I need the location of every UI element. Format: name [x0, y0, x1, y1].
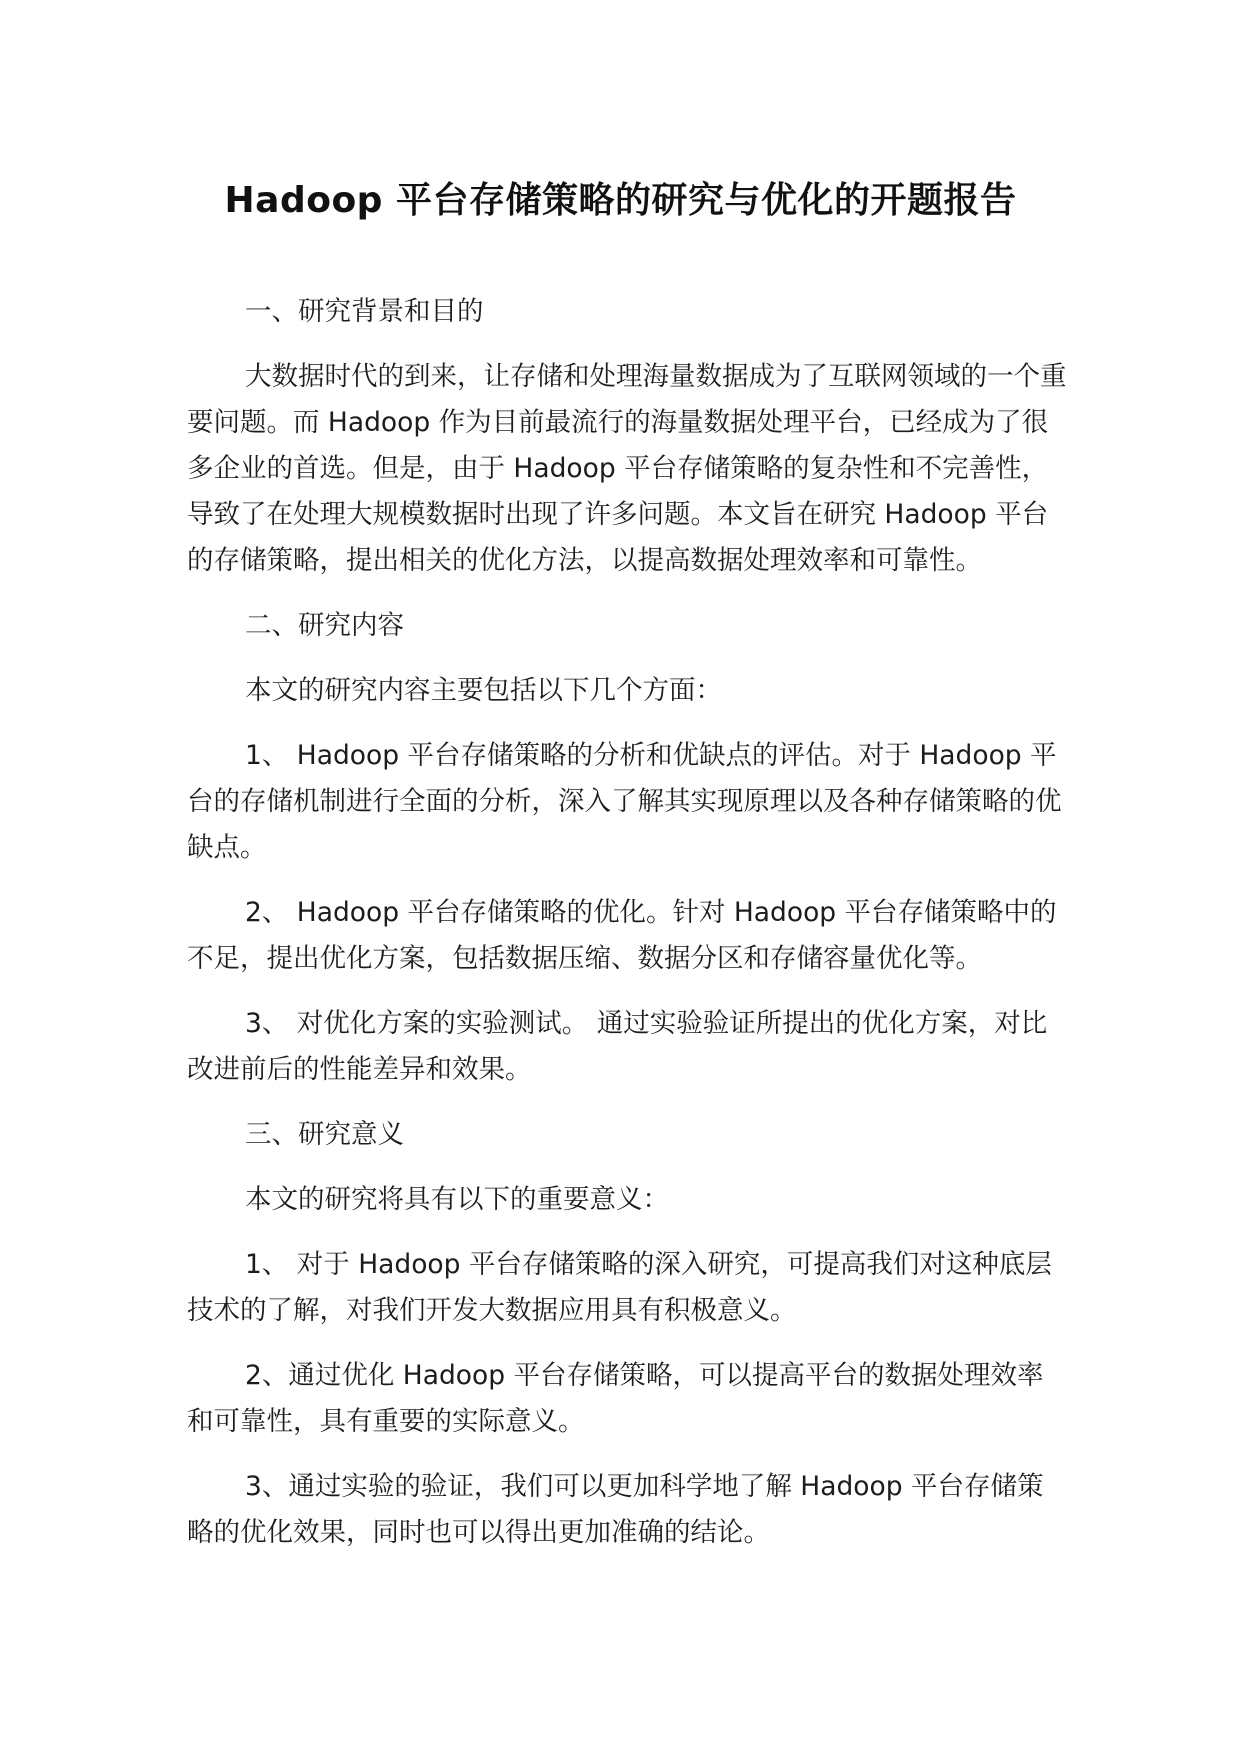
section-heading-content: 二、研究内容 [245, 610, 404, 641]
section-heading-significance: 三、研究意义 [245, 1119, 404, 1150]
significance-item-3: 3、通过实验的验证，我们可以更加科学地了解 Hadoop 平台存储策略的优化效果，同时也可以得出更加准确的结论。 [187, 1471, 1044, 1548]
section-heading-background: 一、研究背景和目的 [245, 296, 484, 327]
significance-item-2: 2、通过优化 Hadoop 平台存储策略，可以提高平台的数据处理效率和可靠性，具有重要的实际意义。 [187, 1360, 1044, 1437]
content-intro-paragraph: 本文的研究内容主要包括以下几个方面： [245, 675, 722, 706]
content-item-3: 3、 对优化方案的实验测试。 通过实验验证所提出的优化方案，对比改进前后的性能差异和效果。 [187, 1008, 1048, 1085]
significance-item-1: 1、 对于 Hadoop 平台存储策略的深入研究，可提高我们对这种底层技术的了解，对我们开发大数据应用具有积极意义。 [187, 1249, 1052, 1326]
content-item-1: 1、 Hadoop 平台存储策略的分析和优缺点的评估。对于 Hadoop 平台的存储机制进行全面的分析，深入了解其实现原理以及各种存储策略的优缺点。 [187, 740, 1062, 863]
background-paragraph: 大数据时代的到来，让存储和处理海量数据成为了互联网领域的一个重要问题。而 Hadoop 作为目前最流行的海量数据处理平台，已经成为了很多企业的首选。但是，由于 Hadoop 平台存储策略的复杂性和不完善性，导致了在处理大规模数据时出现了许多问题。本文旨在研究 Hadoop 平台的存储策略，提出相关的优化方法，以提高数据处理效率和可靠性。 [187, 361, 1067, 576]
document-body [187, 289, 1067, 1575]
content-item-2: 2、 Hadoop 平台存储策略的优化。针对 Hadoop 平台存储策略中的不足，提出优化方案，包括数据压缩、数据分区和存储容量优化等。 [187, 897, 1057, 974]
document-title: Hadoop 平台存储策略的研究与优化的开题报告 [224, 180, 1017, 221]
significance-intro-paragraph: 本文的研究将具有以下的重要意义： [245, 1184, 669, 1215]
